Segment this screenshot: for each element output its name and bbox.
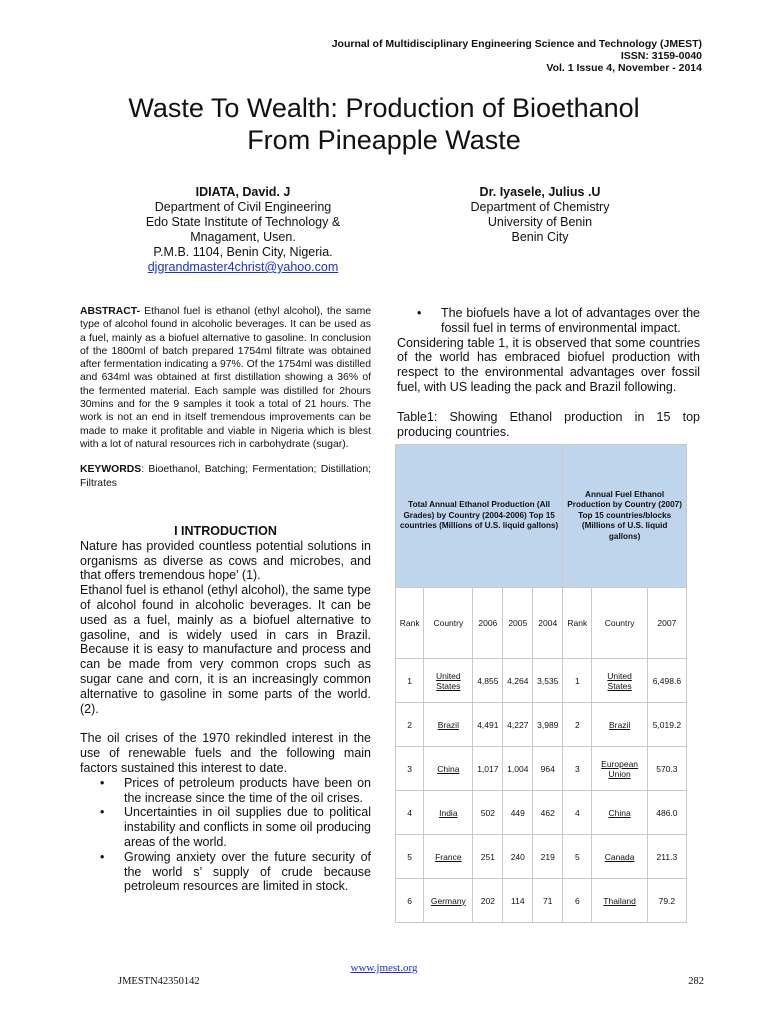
country-link[interactable]: Canada bbox=[604, 851, 635, 862]
author-name: Dr. Iyasele, Julius .U bbox=[479, 185, 601, 199]
table-header-right: Annual Fuel Ethanol Production by Country (2007) Top 15 countries/blocks (Millions of U.S. liquid gallons) bbox=[563, 445, 687, 588]
bullet-icon: • bbox=[100, 849, 105, 864]
table-cell: 251 bbox=[473, 835, 503, 879]
table-cell bbox=[592, 835, 647, 879]
bullet-icon: • bbox=[100, 805, 105, 820]
table-cell: 1,004 bbox=[503, 747, 533, 791]
bullet-icon: • bbox=[100, 775, 105, 790]
table-cell bbox=[592, 703, 647, 747]
table-cell: 570.3 bbox=[647, 747, 686, 791]
journal-name: Journal of Multidisciplinary Engineering Science and Technology (JMEST) bbox=[331, 38, 702, 50]
country-link[interactable]: European Union bbox=[601, 758, 639, 779]
table-cell bbox=[424, 659, 473, 703]
table-cell: 462 bbox=[533, 791, 563, 835]
column-header: Country bbox=[592, 588, 647, 659]
table-cell: 211.3 bbox=[647, 835, 686, 879]
table-cell: 3,535 bbox=[533, 659, 563, 703]
country-link[interactable]: India bbox=[439, 807, 458, 818]
country-link[interactable]: Thailand bbox=[603, 895, 636, 906]
page-number: 282 bbox=[688, 976, 704, 987]
abstract bbox=[80, 305, 371, 451]
factor-list bbox=[80, 776, 371, 894]
table-caption: Table1: Showing Ethanol production in 15 top producing countries. bbox=[397, 409, 700, 439]
table-cell bbox=[592, 791, 647, 835]
table-row bbox=[396, 791, 687, 835]
table-cell: 4,491 bbox=[473, 703, 503, 747]
table-cell bbox=[424, 791, 473, 835]
table-cell: 1,017 bbox=[473, 747, 503, 791]
table-cell: 4,855 bbox=[473, 659, 503, 703]
intro-paragraph-1: Nature has provided countless potential solutions in organisms as diverse as cows and microbes, and that offers tremendous hope’ (1). bbox=[80, 538, 371, 583]
journal-header bbox=[332, 38, 702, 74]
table-header-row bbox=[396, 445, 687, 588]
intro-paragraph-3: The oil crises of the 1970 rekindled interest in the use of renewable fuels and the following main factors sustained this interest to date. bbox=[80, 731, 371, 776]
table-cell: 3 bbox=[396, 747, 424, 791]
keywords-text: : Bioethanol, Batching; Fermentation; Distillation; Filtrates bbox=[80, 464, 371, 489]
author-block-1 bbox=[120, 185, 366, 275]
table-cell bbox=[592, 747, 647, 791]
country-link[interactable]: China bbox=[437, 763, 460, 774]
author-email-link[interactable]: djgrandmaster4christ@yahoo.com bbox=[147, 260, 339, 274]
table-cell: 202 bbox=[473, 879, 503, 923]
country-link[interactable]: United States bbox=[436, 670, 461, 691]
right-column bbox=[397, 306, 700, 439]
table-row bbox=[396, 879, 687, 923]
column-header: Country bbox=[424, 588, 473, 659]
keywords bbox=[80, 463, 371, 490]
section-heading: I INTRODUCTION bbox=[174, 523, 277, 538]
journal-volume: Vol. 1 Issue 4, November - 2014 bbox=[546, 62, 702, 74]
table-cell: 502 bbox=[473, 791, 503, 835]
table-cell: 4,227 bbox=[503, 703, 533, 747]
table-cell: 5,019.2 bbox=[647, 703, 686, 747]
keywords-label: KEYWORDS bbox=[80, 464, 142, 476]
author-affiliation-line: Edo State Institute of Technology & bbox=[145, 215, 341, 229]
table-row bbox=[396, 659, 687, 703]
table-cell: 4 bbox=[563, 791, 592, 835]
column-header: 2007 bbox=[647, 588, 686, 659]
journal-issn: ISSN: 3159-0040 bbox=[620, 50, 702, 62]
table-cell bbox=[592, 879, 647, 923]
table-cell: 5 bbox=[563, 835, 592, 879]
country-link[interactable]: United States bbox=[607, 670, 632, 691]
table-cell: 5 bbox=[396, 835, 424, 879]
list-item: • Prices of petroleum products have been on the increase since the time of the oil crises. bbox=[100, 775, 371, 805]
country-link[interactable]: Brazil bbox=[608, 719, 631, 730]
paper-title bbox=[0, 92, 768, 156]
table-cell: 79.2 bbox=[647, 879, 686, 923]
table-row bbox=[396, 835, 687, 879]
footer-id: JMESTN42350142 bbox=[118, 976, 200, 987]
author-affiliation-line: Department of Chemistry bbox=[470, 200, 610, 214]
title-line-1: Waste To Wealth: Production of Bioethanol bbox=[128, 93, 640, 123]
column-header: Rank bbox=[563, 588, 592, 659]
table-cell: 449 bbox=[503, 791, 533, 835]
country-link[interactable]: France bbox=[435, 851, 462, 862]
list-item: • The biofuels have a lot of advantages over the fossil fuel in terms of environmental impact. bbox=[417, 306, 700, 335]
table-cell: 6 bbox=[396, 879, 424, 923]
table-cell: 964 bbox=[533, 747, 563, 791]
table-header-left: Total Annual Ethanol Production (All Grades) by Country (2004-2006) Top 15 countries (Millions of U.S. liquid gallons) bbox=[396, 445, 563, 588]
table-cell bbox=[424, 879, 473, 923]
column-header: 2006 bbox=[473, 588, 503, 659]
table-cell: 1 bbox=[396, 659, 424, 703]
table-row bbox=[396, 703, 687, 747]
footer-url-link[interactable]: www.jmest.org bbox=[350, 962, 418, 974]
title-line-2: From Pineapple Waste bbox=[247, 125, 521, 155]
table-cell: 4,264 bbox=[503, 659, 533, 703]
author-affiliation-line: P.M.B. 1104, Benin City, Nigeria. bbox=[153, 245, 333, 259]
table-cell: 6 bbox=[563, 879, 592, 923]
table-cell bbox=[424, 703, 473, 747]
table-cell: 2 bbox=[563, 703, 592, 747]
author-affiliation-line: Benin City bbox=[511, 230, 569, 244]
country-link[interactable]: Brazil bbox=[437, 719, 459, 730]
author-affiliation-line: Department of Civil Engineering bbox=[154, 200, 332, 214]
author-block-2 bbox=[410, 185, 670, 245]
table-cell: 240 bbox=[503, 835, 533, 879]
column-header: 2005 bbox=[503, 588, 533, 659]
table-cell bbox=[424, 747, 473, 791]
ethanol-production-table bbox=[395, 444, 687, 923]
list-item: • Growing anxiety over the future security of the world s’ supply of crude because petroleum resources are limited in stock. bbox=[100, 849, 371, 894]
author-name: IDIATA, David. J bbox=[195, 185, 291, 199]
table-cell: 3,989 bbox=[533, 703, 563, 747]
table-cell: 2 bbox=[396, 703, 424, 747]
bullet-icon: • bbox=[417, 306, 422, 320]
advantage-list bbox=[397, 306, 700, 336]
author-affiliation-line: University of Benin bbox=[487, 215, 593, 229]
table-cell: 3 bbox=[563, 747, 592, 791]
abstract-label: ABSTRACT- bbox=[80, 306, 141, 317]
table-cell: 114 bbox=[503, 879, 533, 923]
table-cell: 71 bbox=[533, 879, 563, 923]
column-header: Rank bbox=[396, 588, 424, 659]
country-link[interactable]: China bbox=[608, 807, 631, 818]
table-cell: 486.0 bbox=[647, 791, 686, 835]
intro-paragraph-2: Ethanol fuel is ethanol (ethyl alcohol), the same type of alcohol found in alcoholic beverages. It can be used as a fuel, mainly as a biofuel alternative to gasoline, and is widely used in cars in Brazil. Because it is easy to manufacture and process and can be made from very common crops such as sugar cane and corn, it is an increasingly common alternative to gasoline in some parts of the world. (2). bbox=[80, 583, 371, 716]
table-cell bbox=[424, 835, 473, 879]
country-link[interactable]: Germany bbox=[430, 895, 466, 906]
abstract-text: Ethanol fuel is ethanol (ethyl alcohol), the same type of alcohol found in alcoholic beverages. It can be used as a fuel, mainly as a biofuel alternative to gasoline. In conclusion of the 1800ml of batch prepared 1754ml filtrate was obtained after fermentation indicating a 97%. Of the 1754ml was distilled and 634ml was obtained at first distillation showing a 36% of the fermented material. Each sample was distilled for 2hours 30mins and for the 9 samples it took a total of 21 hours. The work is not an end in itself tremendous improvements can be made to make it profitable and viable in Nigeria which is blest with a lot of natural resources rich in carbohydrate (sugar). bbox=[80, 306, 371, 450]
column-header: 2004 bbox=[533, 588, 563, 659]
table-intro-paragraph: Considering table 1, it is observed that some countries of the world has embraced biofuel production with respect to the environmental advantages over fossil fuel, with US leading the pack and Brazil following. bbox=[397, 335, 700, 394]
table-cell: 219 bbox=[533, 835, 563, 879]
table-cell: 1 bbox=[563, 659, 592, 703]
author-affiliation-line: Mnagament, Usen. bbox=[190, 230, 296, 244]
list-item: • Uncertainties in oil supplies due to political instability and conflicts in some oil producing areas of the world. bbox=[100, 805, 371, 849]
table-column-header-row bbox=[396, 588, 687, 659]
table-cell bbox=[592, 659, 647, 703]
table-cell: 6,498.6 bbox=[647, 659, 686, 703]
table-cell: 4 bbox=[396, 791, 424, 835]
left-column bbox=[80, 305, 371, 894]
table-row bbox=[396, 747, 687, 791]
